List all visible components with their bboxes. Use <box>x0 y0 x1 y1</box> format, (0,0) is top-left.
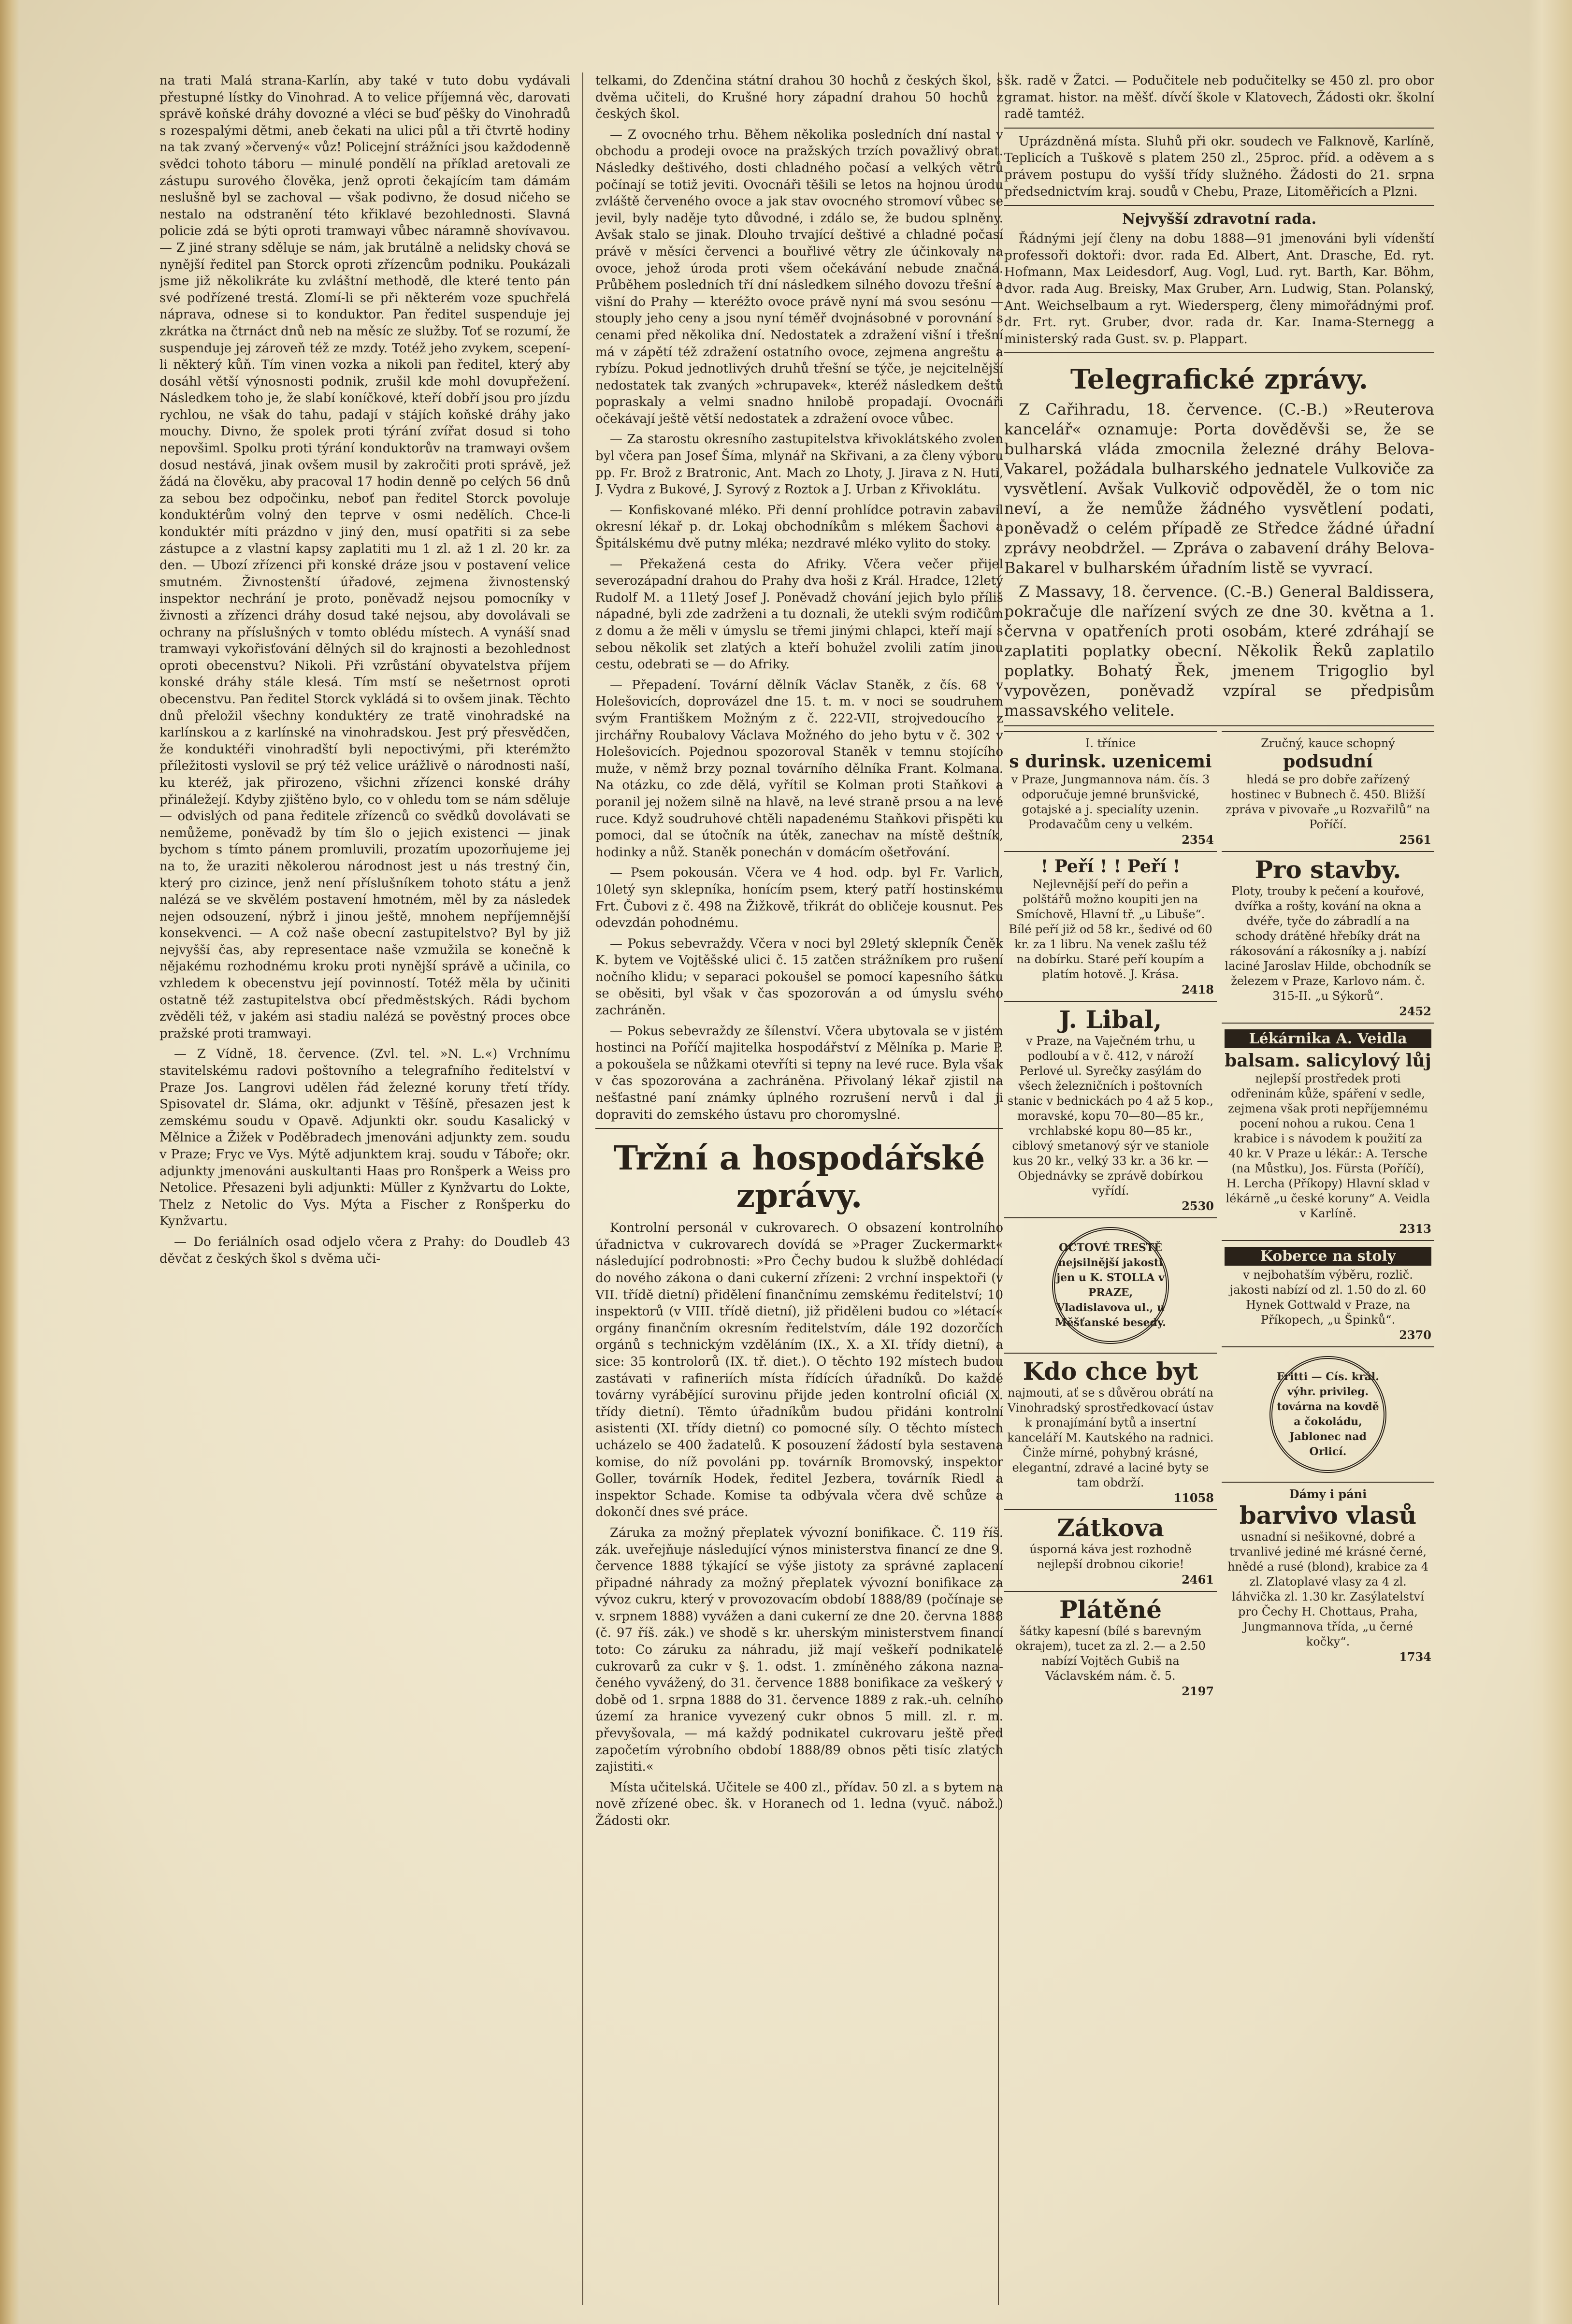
ads-right-column <box>1222 731 1434 1703</box>
ad-kicker: Zručný, kauce schopný <box>1261 736 1395 751</box>
ad-hair-dye <box>1222 1482 1434 1668</box>
article-assault: — Přepadení. Tovární dělník Václav Staněk, z čís. 68 v Holešovicích, doprovázel dne 15. t. m. v noci se soudruhem svým Františkem Možným z č. 222-VII, strojvedoucího z jirchářny Roubalovy Václava Možného do jeho bytu v č. 302 v Holešovicích. Pojednou spozoroval Staněk v temnu stojícího muže, v němž brzy poznal továrního dělníka Frant. Kolmana. Na otázku, co zde dělá, vyřítil se Kolman proti Staňkovi a poranil jej nožem silně na hlavě, na levé straně prsou a na levé ruce. Když soudruhové chtěli napadenému Staňkovi přispěti ku pomoci, dal se útočník na útěk, zanechav na místě deštník, hodinky a nůž. Staněk ponechán v domácím ošetřování. <box>595 678 1003 860</box>
article-tramway: na trati Malá strana-Karlín, aby také v tuto dobu vydávali přestupné lístky do Vinohrad. A to velice příjemná věc, darovati správě koňské dráhy dovozné a vléci se buď pěšky do Vinohradů s rozespalými dětmi, aneb čekati na ulici půl a tři čtvrtě hodiny na tak zvaný »červený« vůz! Policejní strážníci jsou každodenně svědci tohoto táboru — minulé pondělí na příklad aretovali ze zástupu surového člověka, jenž oproti čekajícím tam dámám neslušně byl se zachoval — však podivno, že dosud ničeho se nestalo na odstranění této křiklavé bezohlednosti. Slavná policie zdá se býti oproti tramwayi vůbec náramně shovívavou. — Z jiné strany sděluje se nám, jak brutálně a nelidsky chová se nynější ředitel pan Storck oproti zřízencům podniku. Poukázali jsme již několikráte ku zvláštní methodě, dle které tento pán své podřízené trestá. Zlomí-li se při některém voze spuchřelá náprava, odnese si to konduktor. Pan ředitel suspenduje jej zkrátka na čtrnáct dnů neb na měsíc ze služby. Toť se rozumí, že suspenduje jej zároveň též ze mzdy. Totéž jeho zvykem, scepení-li některý kůň. Tím vinen vozka a nikoli pan ředitel, který aby dosáhl větší výnosnosti podnik, zrušil kde mohl dovupřežení. Následkem toho je, že slabí koníčkové, kteří dobří jsou pro jízdu rychlou, ne však do tahu, padají v stájích koňské dráhy jako mouchy. Divno, že spolek proti týrání zvířat dosud si toho nepovšiml. Spolku proti týrání konduktorův na tramwayi ovšem dosud nestává, jinak ovšem musil by zakročiti proti správě, jež žádá na člověku, aby pracoval 17 hodin denně po celých 56 dnů za sebou bez odpočinku, neboť pan ředitel Storck povoluje konduktérům volný den teprve v osmi nedělích. Chce-li konduktér míti prázdno v jiný den, musí opatřiti si za sebe zástupce a z vlastní kapsy zaplatiti mu 1 zl. až 1 zl. 20 kr. za den. — Ubozí zřízenci při konské dráze jsou v postavení velice smutném. Živnostenští úřadové, zejmena živnostenský inspektor nechrání je proto, poněvadž nejsou pomocníky v živnosti a zřízenci dráhy dosud také nejsou, aby dovolávali se ochrany na příslušných v tomto oblédu místech. A vynáší snad tramwayi vykořisťování dělných sil do krajnosti a bezohlednost oproti obecenstvu? Nikoli. Při vzrůstání obyvatelstva příjem konské dráhy stále klesá. Tím mstí se nešetrnost oproti obecenstvu. Pan ředitel Storck vykládá si to ovšem jinak. Těchto dnů přeložil všechny konduktéry ze tratě vinohradské na karlínskou a z karlínské na vinohradskou. Jest prý přesvědčen, že konduktéři vinohradští byli nepoctivými, při kterémžto příležitosti vyslovil se prý též velice urážlivě o národnosti naší, ku kteréž, jak přirozeno, všichni zřízenci konské dráhy přináležejí. Kdyby zjištěno bylo, co v ohledu tom se nám sděluje — odvislých od pana ředitele zřízenců co svědků dovolávati se nemůžeme, poněvadž by tím šlo o jejich existenci — jinak bychom s tímto pánem promluvili, prozatím upozorňujeme jej na to, že uraziti několerou národnost jest u nás trestný čin, který pro cizince, jenž není příslušníkem tohoto státu a jenž nalézá se ve skvělém postavení hmotném, měl by za následek nejen odsouzení, nýbrž i jinou ještě, mnohem nepříjemnější konsekvenci. — A což naše obecní zastupitelstvo? Byl by již nejvyšší čas, aby representace naše vzmužila se konečně k nějakému rozhodnému kroku proti nynější správě a učinila, co vzhledem k obecenstvu její povinností. Totéž měla by učiniti ostatně též zastupitelstva obcí předměstských. Rádi bychom zvěděli též, v jakém asi stadiu nalézá se pověstný proces obce pražské proti tramwayi. <box>159 73 570 1041</box>
divider <box>1004 205 1434 206</box>
article-massawa: Z Massavy, 18. července. (C.-B.) General Baldissera, pokračuje dle nařízení svých ze dne 30. května a 1. června v opatřeních proti osobám, které zdráhají se zaplatiti poplatky obecní. Několik Řeků zaplatilo poplatky. Bohatý Řek, jmenem Trigoglio byl vypovězen, poněvadž vzpíral se předpisům massavského velitele. <box>1004 582 1434 720</box>
ad-body: nejlepší prostředek proti odřeninám kůže, spáření v sedle, zejmena však proti nepříjemnému pocení nohou a rukou. Cena 1 krabice i s návodem k použití za 40 kr. V Praze u lékár.: A. Tersche (na Můstku), Jos. Fürsta (Poříčí), H. Lercha (Příkopy) Hlavní sklad v lékárně „u české koruny“ A. Veidla v Karlíně. <box>1226 1072 1430 1221</box>
ad-title: ! Peří ! ! Peří ! <box>1040 856 1181 877</box>
ad-feathers <box>1004 851 1217 1001</box>
ad-body: usnadní si nešikovné, dobré a trvanlivé jediné mé krásné černé, hnědé a rusé (blond), krabice za 4 zl. Zlatoplavé vlasy za 4 zl. láhvička zl. 1.30 kr. Zasýlatelství pro Čechy H. Chottaus, Praha, Jungmannova třída, „u černé kočky“. <box>1227 1530 1429 1649</box>
ad-body: šátky kapesní (bílé s barevným okrajem), tucet za zl. 2.— a 2.50 nabízí Vojtěch Gubiš na Václavském nám. č. 5. <box>1015 1624 1206 1683</box>
ad-body: Ploty, trouby k pečení a kouřové, dvířka a rošty, kování na okna a dvéře, tyče do zábradlí a na schody drátěné hřebíky drát na rákosování a rákosníky a j. nabízí laciné Jaroslav Hilde, obchodník se železem v Praze, Karlovo nám. č. 315-II. „u Sýkorů“. <box>1225 884 1431 1003</box>
column-1 <box>159 72 570 2305</box>
ad-body: úsporná káva jest rozhodně nejlepší drobnou cikorie! <box>1029 1543 1192 1572</box>
ad-body: Nejlevnější peří do peřin a polštářů možno koupiti jen na Smíchově, Hlavní tř. „u Libuše“. Bílé peří již od 58 kr., šedivé od 60 kr. za 1 libru. Na venek zašlu též na dobírku. Staré peří koupím a platím hotově. J. Krása. <box>1009 878 1212 982</box>
ad-construction <box>1222 851 1434 1023</box>
ads-left-column <box>1004 731 1217 1703</box>
column-2 <box>595 72 1003 2305</box>
ad-title: J. Libal, <box>1059 1005 1162 1034</box>
ad-apartment <box>1004 1353 1217 1509</box>
ad-body: v nejbohatším výběru, rozlič. jakosti nabízí od zl. 1.50 do zl. 60 Hynek Gottwald v Praze, na Příkopech, „u Špinků“. <box>1229 1268 1427 1327</box>
ad-title: Koberce na stoly <box>1225 1247 1431 1266</box>
ad-body: najmouti, ať se s důvěrou obrátí na Vinohradský sprostředkovací ústav k pronajímání bytů a insertní kanceláří M. Kautského na radnici. Činže mírné, pohybný krásné, elegantní, zdravé a laciné byty se tam obdrží. <box>1007 1386 1214 1490</box>
ad-fritti <box>1222 1346 1434 1482</box>
article-milk: — Konfiskované mléko. Při denní prohlídce potravin zabavil okresní lékař p. dr. Lokaj obchodníkům s mlékem Šachovi a Špitálskému dvě putny mléka; nezdravé mléko vylito do stoky. <box>595 503 1003 551</box>
article-health-council: Řádnými její členy na dobu 1888—91 jmenováni byli vídenští professoři doktoři: dvor. rada Ed. Albert, Ant. Drasche, Ed. ryt. Hofmann, Max Leidesdorf, Aug. Vogl, Lud. ryt. Barth, Kar. Böhm, dvor. rada Aug. Breisky, Max Gruber, Arn. Ludwig, Stan. Polanský, Ant. Weichselbaum a ryt. Wiedersperg, členy mimořádnými prof. dr. Frt. ryt. Gruber, dvor. rada dr. Kar. Inama-Sternegg a ministerský rada Gust. sv. p. Plappart. <box>1004 231 1434 346</box>
ad-balsam <box>1222 1023 1434 1240</box>
ad-title: Zátkova <box>1057 1514 1164 1543</box>
ad-title: balsam. salicylový lůj <box>1225 1051 1431 1071</box>
article-fruit-market: — Z ovocného trhu. Během několika posledních dní nastal v obchodu a prodeji ovoce na pražských trzích považlivý obrat. Následky deštivého, dosti chladného počasí a velkých větrů počínají se totiž jeviti. Ovocnáři těšili se letos na hojnou úrodu zvláště červeného ovoce a jak stav ovocného stromoví vůbec se jevil, byly naděje tyto důvodné, i zdálo se, že budou splněny. Avšak stalo se jinak. Dlouho trvající deštivé a chladné počasí právě v měsíci červenci a bouřlivé větry zle účinkovaly na ovoce, jehož úroda proti všem očekávání nebude značná. Průběhem posledních tří dní následkem silného dovozu třešní a višní do Prahy — kteréžto ovoce právě nyní má svou sesónu — stouply jeho ceny a jsou nyní téměř dvojnásobné v porovnání s cenami před několika dní. Nedostatek a zdražení višní i třešní má v zápětí též zdražení ostatního ovoce, zejmena angreštu a rybízu. Pokud jednotlivých druhů třešní se týče, je nejcitelnější nedostatek tak zvaných »chrupavek«, kteréž následkem deštů popraskaly a velmi snadno hnilobě propadají. Ovocnáři očekávají ještě větší nedostatek a zdražení ovoce vůbec. <box>595 127 1003 426</box>
ad-title: Plátěné <box>1059 1595 1162 1624</box>
seal-text: OCTOVÉ TRESTĚ nejsilnější jakosti jen u K. STOLLA v PRAZE, Vladislavova ul., u Měšťanské besedy. <box>1055 1241 1166 1329</box>
article-dog-bite: — Psem pokousán. Včera ve 4 hod. odp. byl Fr. Varlich, 10letý syn sklepníka, honícím psem, který patří hostinskému Frt. Čubovi z č. 498 na Žižkově, třikrát do obličeje kousnut. Pes odevzdán pohodnému. <box>595 866 1003 931</box>
ad-number: 2452 <box>1399 1004 1431 1019</box>
ad-number: 2313 <box>1399 1222 1431 1236</box>
ad-number: 2197 <box>1182 1684 1214 1699</box>
ad-title: Pro stavby. <box>1255 855 1401 884</box>
article-africa: — Překažená cesta do Afriky. Včera večer přijel severozápadní drahou do Prahy dva hoši z Král. Hradce, 12letý Rudolf M. a 11letý Josef J. Poněvadž chování jejich bylo příliš nápadné, byli zde zadrženi a tu doznali, že utekli svým rodičům z domu a že měli v úmyslu se třemi jinými chlapci, kteří mají s sebou několik set zlatých a kteří bohužel zvolili zatím jinou cestu, odebrati se — do Afriky. <box>595 557 1003 672</box>
heading-health-council: Nejvyšší zdravotní rada. <box>1122 211 1317 228</box>
article-suicide-madness: — Pokus sebevraždy ze šílenství. Včera ubytovala se v jistém hostinci na Poříčí majitelka hospodářství z Mělníka p. Marie P. a pokoušela se nůžkami otevříti si tepny na levé ruce. Byla však v čas spozorována a zachráněna. Přivolaný lékař zjistil na nešťastné paní známky úplného rozrušení nervů i dal ji dopraviti do zemského ústavu pro choromyslné. <box>595 1024 1003 1122</box>
article-mayor: — Za starostu okresního zastupitelstva křivoklátského zvolen byl včera pan Josef Šíma, mlynář na Skřivani, a za členy výboru pp. Fr. Brož z Bratronic, Ant. Mach zo Lhoty, J. Jirava z N. Huti, J. Vydra z Bukové, J. Syrový z Roztok a J. Urban z Křivoklátu. <box>595 432 1003 497</box>
ad-body: v Praze, Jungmannova nám. čís. 3 odporučuje jemné brunšvické, gotajské a j. specialíty uzenin. Prodavačům ceny u velkém. <box>1011 773 1210 832</box>
vinegar-seal-icon <box>1052 1227 1169 1344</box>
column-rule-1 <box>582 72 583 2305</box>
divider <box>1004 128 1434 129</box>
ad-handkerchiefs <box>1004 1591 1217 1703</box>
advertisements <box>1004 731 1434 1703</box>
ad-vinegar <box>1004 1217 1217 1353</box>
article-teachers: telkami, do Zdenčina státní drahou 30 hochů z českých škol, s dvěma učiteli, do Krušné hory západní drahou 50 hochů z českých škol. <box>595 73 1003 122</box>
factory-seal-icon <box>1269 1356 1386 1473</box>
divider <box>595 1128 1003 1129</box>
ad-kicker: I. třínice <box>1085 736 1136 751</box>
article-export-bonus: Záruka za možný přeplatek vývozní bonifikace. Č. 119 říš. zák. uveřejňuje následující výnos ministerstva financí ze dne 9. července 1888 týkající se výše jistoty za správné zaplacení připadné náhrady za možný přeplatek vývozní bonifikace za vývoz cukru, který v provozovacím období 1888/89 (počínaje se v. srpnem 1888) vyvážen a dani cukerní ze dne 20. června 1888 (č. 97 říš. zák.) ve shodě s kr. uherským ministerstvem financí toto: Co záruku za náhradu, již mají veškeří podnikatelé cukrovarů za cukr v §. 1. odst. 1. zmíněného zákona naznačeného vyvážený, do 31. července 1888 bonifikace za veškerý v době od 1. srpna 1888 do 31. července 1889 z rak.-uh. celního území za hranice vyvezený cukr obnos 5 mill. zl. r. m. převyšovala, — má každý podnikatel cukrovaru ještě před započetím výrobního období 1888/89 obnos pěti tisíc zlatých zajistiti.« <box>595 1525 1003 1775</box>
ad-title: s durinsk. uzenicemi <box>1009 751 1212 772</box>
article-suicide-attempt: — Pokus sebevraždy. Včera v noci byl 29letý sklepník Čeněk K. bytem ve Vojtěšské ulici č. 15 zatčen strážníkem pro rušení nočního klidu; v separaci pokoušel se pomocí kapesního šátku se oběsiti, byl však v čas spozorován a od úmyslu svého zachráněn. <box>595 936 1003 1018</box>
ad-title: barvivo vlasů <box>1239 1501 1417 1530</box>
paper-edge-left <box>0 0 19 2324</box>
article-vacancies: Uprázdněná místa. Sluhů při okr. soudech ve Falknově, Karlíně, Teplicích a Tuškově s platem 250 zl., 25proc. příd. a oděvem a s právem postupu do vyšší třídy služného. Žádosti do 21. srpna předsednictvím kraj. soudů v Chebu, Praze, Litoměřicích a Plzni. <box>1004 134 1434 199</box>
ad-title: Kdo chce byt <box>1023 1357 1198 1386</box>
ad-tablecloths <box>1222 1240 1434 1346</box>
ad-sausages <box>1004 731 1217 851</box>
seal-text: Fritti — Cís. král. výhr. privileg. továrna na kovdě a čokoládu, Jablonec nad Orlicí. <box>1277 1371 1379 1458</box>
divider <box>1004 352 1434 353</box>
ad-coffee <box>1004 1509 1217 1591</box>
ad-number: 2370 <box>1399 1328 1431 1342</box>
ad-body: hledá se pro dobře zařízený hostinec v Bubnech č. 450. Bližší zpráva v pivovaře „u Rozvařilů“ na Poříčí. <box>1226 773 1430 832</box>
article-control-staff: Kontrolní personál v cukrovarech. O obsazení kontrolního úřadnictva v cukrovarech dovídá se »Prager Zuckermarkt« následující podrobnosti: »Pro Čechy budou k službě dohlédací do nového zákona o dani cukerní zřízeni: 2 vrchní inspektoři (v VII. třídě dietní) přidělení finančnímu zemskému ředitelství; 10 inspektorů (v VIII. třídě dietní), již přiděleni budou co »létací« orgány finančním okresním ředitelstvím, dále 192 dozorčích orgánů s technickým vzděláním (IX., X. a XI. třídy dietní), a sice: 35 kontrolorů (IX. tř. diet.). O těchto 192 místech budou zastávati v rafineriích místa řídících úřadníků. Do každé továrny vyrábějící surovinu přijde jeden kontrolní oficiál (X. třídy dietní). Těmto úřadníkům budou přidáni kontrolní asistenti (XI. třídy dietní) co pomocné síly. O těchto místech ucházelo se 400 žadatelů. K posouzení žádostí byla sestavena komise, do níž povoláni pp. továrník Bromovský, inspektor Goller, továrník Hodek, ředitel Jezbera, továrník Riedl a inspektor Schade. Komise ta odbývala včera dvě schůze a dokončí dnes své práce. <box>595 1221 1003 1520</box>
article-teacher-posts-cont: šk. radě v Žatci. — Podučitele neb podučitelky se 450 zl. pro obor gramat. histor. na měšť. dívčí škole v Klatovech, Žádosti okr. školní radě tamtéž. <box>1004 73 1434 122</box>
article-holiday-colonies: — Do feriálních osad odjelo včera z Prahy: do Doudleb 43 děvčat z českých škol s dvěma uči- <box>159 1234 570 1266</box>
ad-cellarman <box>1222 731 1434 851</box>
ad-title: podsudní <box>1283 751 1373 772</box>
article-teacher-posts: Místa učitelská. Učitele se 400 zl., přídav. 50 zl. a s bytem na nově zřízené obec. šk. v Horanech od 1. ledna (vyuč. nábož.) Žádosti okr. <box>595 1780 1003 1828</box>
section-heading-telegraph: Telegrafické zprávy. <box>1070 363 1369 396</box>
paper-edge-right <box>1529 0 1572 2324</box>
ad-body: v Praze, na Vaječném trhu, u podloubí a v č. 412, v nároží Perlové ul. Syrečky zasýlám do všech železničních i poštovních stanic v bednickách po 4 až 5 kop., moravské, kopu 70—80—85 kr., vrchlabské kopu 80—85 kr., ciblový smetanový sýr ve staniole kus 20 kr., velký 33 kr. a 36 kr. — Objednávky se zprávě dobírkou vyřídí. <box>1008 1034 1213 1198</box>
section-heading-market: Tržní a hospodářské zprávy. <box>613 1139 985 1216</box>
column-3 <box>1004 72 1434 2305</box>
ad-number: 2354 <box>1182 833 1214 847</box>
ad-libal-cheese <box>1004 1001 1217 1217</box>
ad-number: 11058 <box>1173 1491 1214 1505</box>
ad-number: 2530 <box>1182 1199 1214 1213</box>
ad-number: 2461 <box>1182 1573 1214 1587</box>
divider <box>1004 725 1434 726</box>
ad-number: 1734 <box>1399 1650 1431 1664</box>
article-constantinople: Z Cařihradu, 18. července. (C.-B.) »Reuterova kancelář« oznamuje: Porta dověděvši se, že se bulharská vláda zmocnila železné dráhy Belova-Vakarel, požádala bulharského jednatele Vulkoviče za vysvětlení. Avšak Vulkovič odpověděl, že o tom nic neví, a že nemůže žádného vysvětlení podati, poněvadž o celém případě ze Středce žádné úřadní zprávy neobdržel. — Zpráva o zabavení dráhy Belova-Bakarel v bulharském úřadním listě se vyvrací. <box>1004 400 1434 577</box>
article-vienna: — Z Vídně, 18. července. (Zvl. tel. »N. L.«) Vrchnímu stavitelskému radovi poštovního a telegrafního ředitelství v Praze Jos. Langrovi udělen řád železné koruny třetí třídy. Spisovatel dr. Sláma, okr. adjunkt v Těšíně, přesazen jest k zemskému soudu v Opavě. Adjunkti okr. soudu Kasalický v Mělnice a Žižek v Poděbradech jmenováni adjunkty zem. soudu v Praze; Fryc ve Vys. Mýtě adjunktem kraj. soudu v Táboře; okr. adjunkty jmenováni auskultanti Haas pro Ronšperk a Weiss pro Netolice. Přesazeni byli adjunkti: Müller z Kynžvartu do Lokte, Thelz z Netolic do Vys. Mýta a Fischer z Ronšperku do Kynžvartu. <box>159 1047 570 1229</box>
ad-kicker: Dámy i páni <box>1289 1487 1367 1501</box>
ad-number: 2418 <box>1182 982 1214 997</box>
ad-number: 2561 <box>1399 833 1431 847</box>
ad-kicker: Lékárnika A. Veidla <box>1225 1029 1431 1048</box>
